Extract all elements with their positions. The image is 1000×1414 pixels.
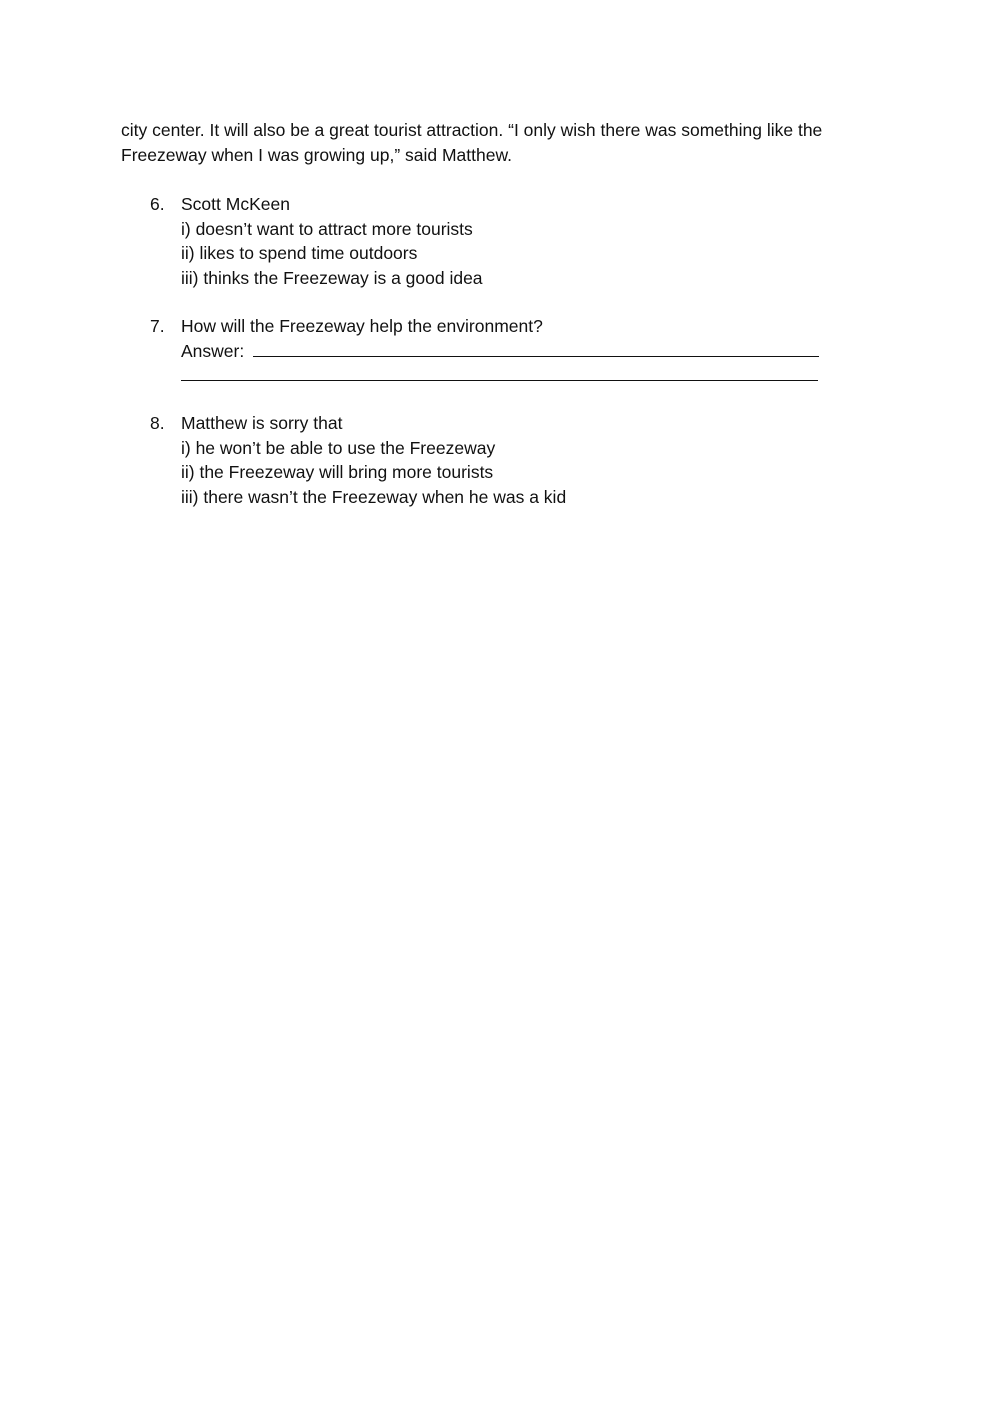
intro-line-2: Freezeway when I was growing up,” said Matthew. bbox=[121, 144, 513, 165]
option-i[interactable]: i) doesn’t want to attract more tourists bbox=[181, 218, 473, 239]
question-prompt: How will the Freezeway help the environment? bbox=[181, 316, 543, 336]
question-prompt: Scott McKeen bbox=[181, 194, 290, 214]
option-i[interactable]: i) he won’t be able to use the Freezeway bbox=[181, 437, 496, 458]
intro-paragraph bbox=[121, 118, 881, 167]
question-number: 6. bbox=[150, 194, 165, 214]
option-ii[interactable]: ii) likes to spend time outdoors bbox=[181, 243, 418, 263]
question-body bbox=[181, 314, 841, 388]
question-prompt: Matthew is sorry that bbox=[181, 413, 343, 433]
answer-row bbox=[181, 339, 841, 364]
answer-blank-line-1[interactable] bbox=[253, 339, 819, 357]
question-number: 8. bbox=[150, 413, 165, 433]
question-body bbox=[181, 411, 841, 509]
option-iii[interactable]: iii) thinks the Freezeway is a good idea bbox=[181, 267, 483, 288]
question-number: 7. bbox=[150, 316, 165, 336]
question-body bbox=[181, 192, 841, 290]
intro-line-1: city center. It will also be a great tourist attraction. “I only wish there was something like the bbox=[121, 120, 823, 140]
option-iii[interactable]: iii) there wasn’t the Freezeway when he was a kid bbox=[181, 486, 567, 507]
answer-blank-line-2[interactable] bbox=[181, 363, 818, 381]
option-ii[interactable]: ii) the Freezeway will bring more tourists bbox=[181, 462, 494, 482]
answer-label: Answer: bbox=[181, 340, 245, 361]
answer-row-2 bbox=[181, 363, 841, 388]
